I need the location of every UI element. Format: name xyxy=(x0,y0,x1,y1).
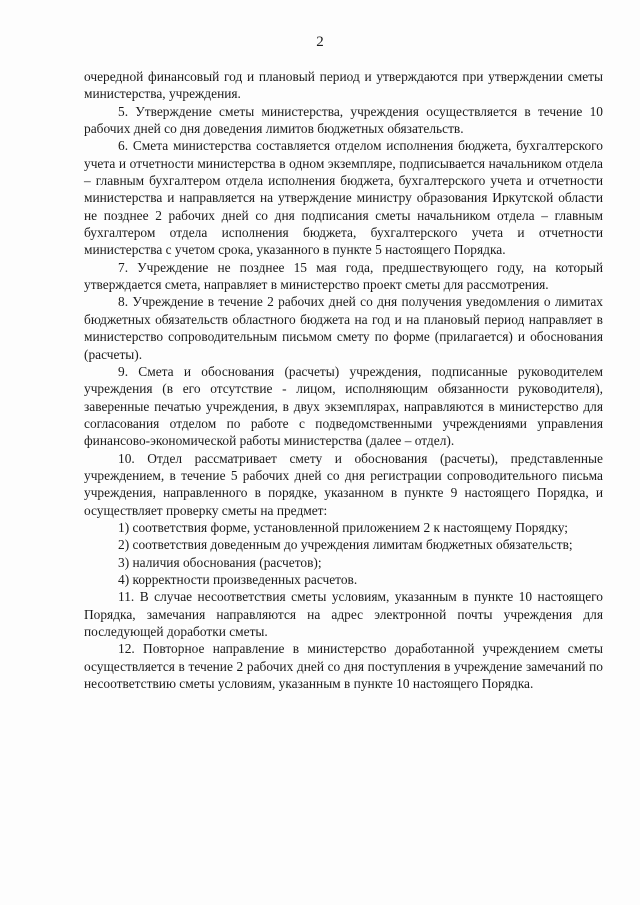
paragraph-item-11: 11. В случае несоответствия сметы условиям, указанным в пункте 10 настоящего Порядка, замечания направляются на адрес электронной почты учреждения для последующей доработки сметы. xyxy=(84,589,603,639)
paragraph-subitem-2: 2) соответствия доведенным до учреждения лимитам бюджетных обязательств; xyxy=(118,537,573,553)
paragraph-subitem-1: 1) соответствия форме, установленной приложением 2 к настоящему Порядку; xyxy=(118,519,569,535)
document-body xyxy=(84,68,603,692)
paragraph-item-12: 12. Повторное направление в министерство доработанной учреждением сметы осуществляется в течение 2 рабочих дней со дня поступления в учреждение замечаний по несоответствию сметы условиям, указанным в пункте 10 настоящего Порядка. xyxy=(84,641,603,692)
paragraph-item-5: 5. Утверждение сметы министерства, учреждения осуществляется в течение 10 рабочих дней со дня доведения лимитов бюджетных обязательств. xyxy=(84,103,603,137)
paragraph-subitem-4: 4) корректности произведенных расчетов. xyxy=(118,571,358,587)
paragraph-subitem-3: 3) наличия обоснования (расчетов); xyxy=(118,554,322,570)
page-number: 2 xyxy=(316,34,324,50)
paragraph-item-8: 8. Учреждение в течение 2 рабочих дней со дня получения уведомления о лимитах бюджетных обязательств областного бюджета на год и на плановый период направляет в министерство сопроводительным письмом смету по форме (прилагается) и обоснования (расчеты). xyxy=(84,294,603,362)
paragraph-item-9: 9. Смета и обоснования (расчеты) учреждения, подписанные руководителем учреждения (в его отсутствие - лицом, исполняющим обязанности руководителя), заверенные печатью учреждения, в двух экземплярах, направляются в министерство для согласования отделом по работе с подведомственными учреждениями управления финансово-экономической работы министерства (далее – отдел). xyxy=(84,363,603,449)
paragraph-item-10: 10. Отдел рассматривает смету и обоснования (расчеты), представленные учреждением, в течение 5 рабочих дней со дня регистрации сопроводительного письма учреждения, направленного в порядке, указанном в пункте 9 настоящего Порядка, и осуществляет проверку сметы на предмет: xyxy=(84,450,603,518)
paragraph-item-7: 7. Учреждение не позднее 15 мая года, предшествующего году, на который утверждается смета, направляет в министерство проект сметы для рассмотрения. xyxy=(84,259,603,293)
paragraph-item-6: 6. Смета министерства составляется отделом исполнения бюджета, бухгалтерского учета и отчетности министерства в одном экземпляре, подписывается начальником отдела – главным бухгалтером отдела исполнения бюджета, бухгалтерского учета и отчетности министерства и направляется на утверждение министру образования Иркутской области не позднее 2 рабочих дней со дня подписания сметы начальником отдела – главным бухгалтером отдела исполнения бюджета, бухгалтерского учета и отчетности министерства с учетом срока, указанного в пункте 5 настоящего Порядка. xyxy=(84,138,603,258)
paragraph-continuation: очередной финансовый год и плановый период и утверждаются при утверждении сметы министерства, учреждения. xyxy=(84,69,603,102)
